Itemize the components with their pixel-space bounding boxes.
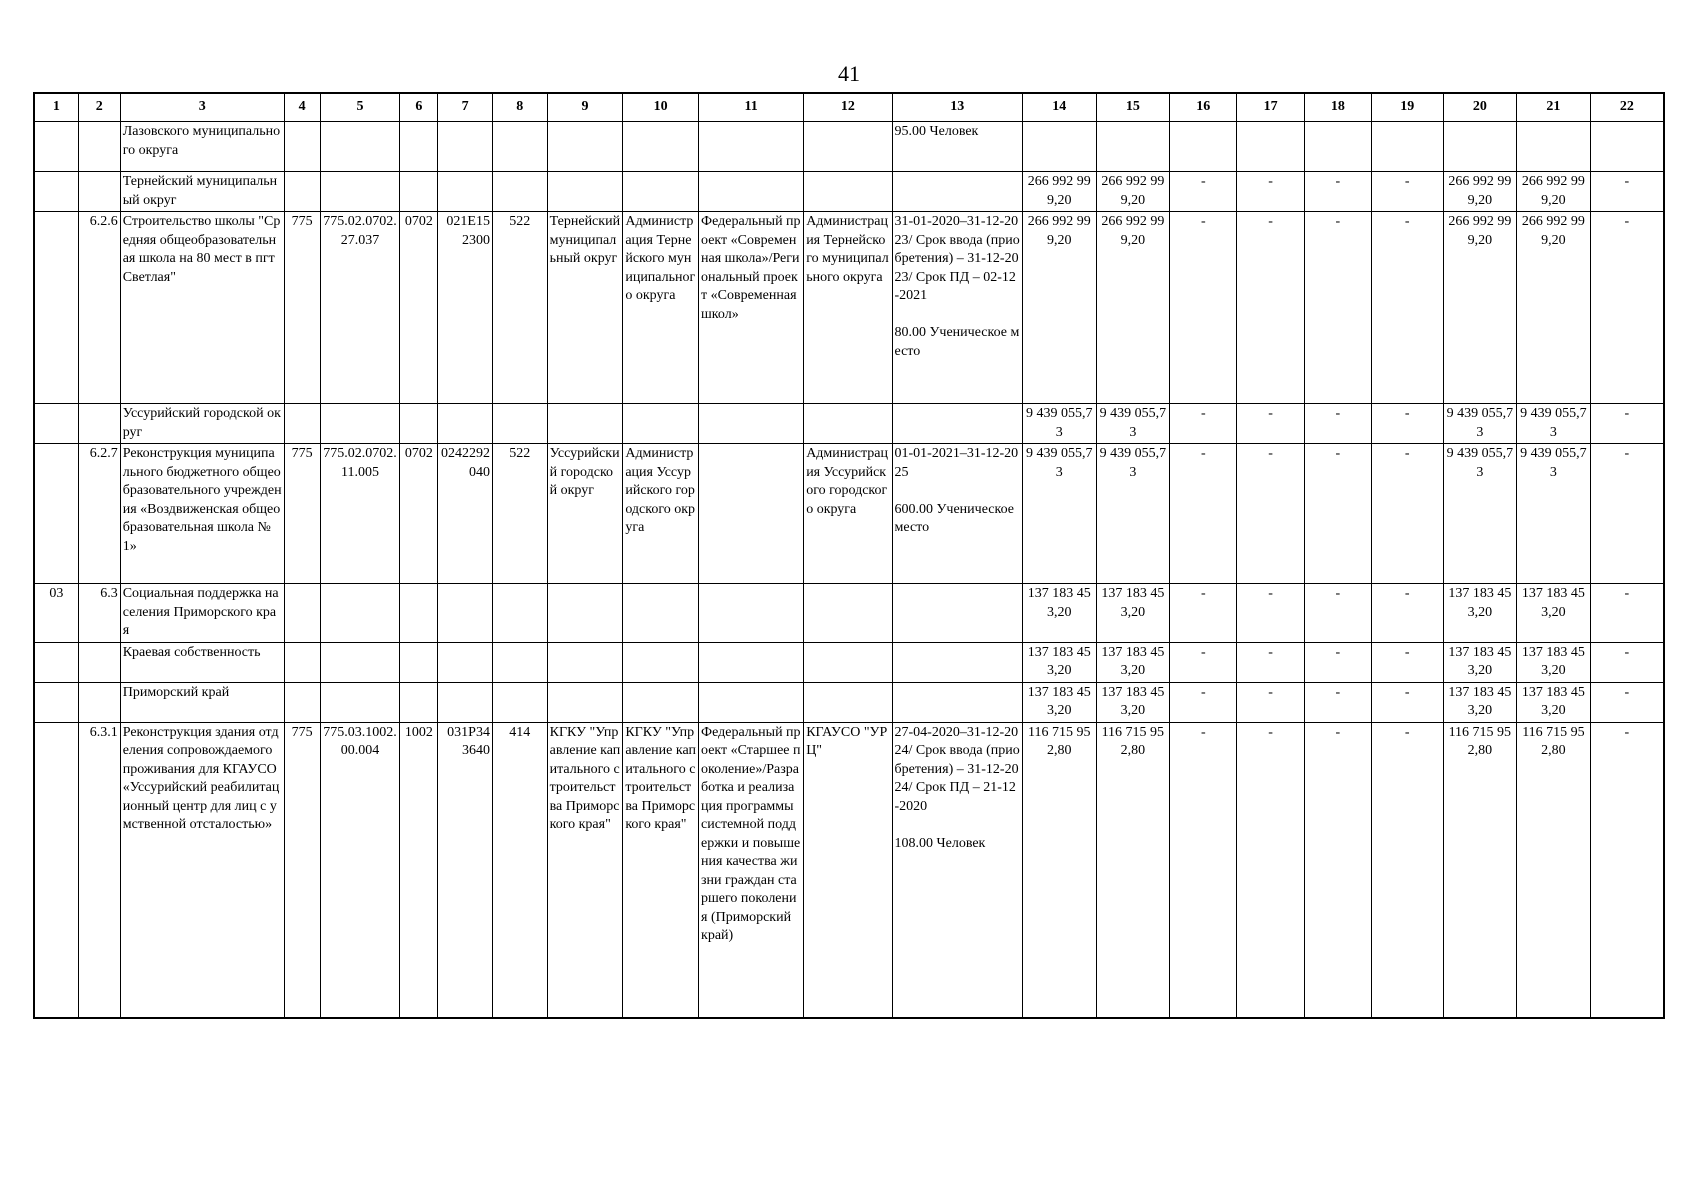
header-cell: 2 (78, 93, 120, 122)
table-cell-col19: - (1372, 584, 1444, 643)
table-cell-col17: - (1237, 172, 1304, 212)
table-cell-col16 (1170, 122, 1237, 172)
table-cell-col17: - (1237, 722, 1304, 1018)
header-cell: 15 (1096, 93, 1170, 122)
table-cell-col15: 137 183 453,20 (1096, 584, 1170, 643)
table-cell-col17: - (1237, 682, 1304, 722)
table-cell-col11 (699, 444, 804, 584)
table-cell-col1 (34, 444, 78, 584)
table-cell-col20 (1443, 122, 1517, 172)
table-cell-col16: - (1170, 722, 1237, 1018)
table-cell-col19: - (1372, 722, 1444, 1018)
table-cell-col2 (78, 642, 120, 682)
table-cell-col11 (699, 172, 804, 212)
table-cell-col7 (438, 642, 493, 682)
table-cell-col9: Уссурийский городской округ (547, 444, 623, 584)
header-cell: 22 (1590, 93, 1664, 122)
table-cell-col15: 9 439 055,73 (1096, 404, 1170, 444)
table-cell-col8 (492, 584, 547, 643)
table-cell-col10 (623, 172, 699, 212)
table-cell-col7 (438, 122, 493, 172)
table-cell-col19: - (1372, 212, 1444, 404)
page-number: 41 (838, 61, 860, 86)
table-cell-col4 (284, 682, 320, 722)
table-cell-col19: - (1372, 404, 1444, 444)
table-cell-col1: 03 (34, 584, 78, 643)
table-cell-col21: 266 992 999,20 (1517, 172, 1591, 212)
table-cell-col14: 9 439 055,73 (1022, 404, 1096, 444)
table-cell-col4 (284, 404, 320, 444)
table-cell-col14: 137 183 453,20 (1022, 682, 1096, 722)
table-cell-col10 (623, 642, 699, 682)
table-cell-col14 (1022, 122, 1096, 172)
table-cell-col8: 522 (492, 212, 547, 404)
header-cell: 9 (547, 93, 623, 122)
table-cell-col13 (892, 642, 1022, 682)
table-cell-col21: 137 183 453,20 (1517, 642, 1591, 682)
table-cell-col10: Администрация Уссурийского городского округа (623, 444, 699, 584)
table-cell-col11: Федеральный проект «Старшее поколение»/Разработка и реализация программы системной поддержки и повышения качества жизни граждан старшего поколения (Приморский край) (699, 722, 804, 1018)
table-cell-col3: Социальная поддержка населения Приморского края (120, 584, 284, 643)
table-cell-col5: 775.02.0702.27.037 (320, 212, 400, 404)
table-cell-col12 (804, 584, 892, 643)
header-cell: 13 (892, 93, 1022, 122)
table-cell-col18: - (1304, 722, 1371, 1018)
table-cell-col18: - (1304, 584, 1371, 643)
table-cell-col11 (699, 642, 804, 682)
table-row (34, 722, 1664, 1018)
table-cell-col8: 522 (492, 444, 547, 584)
table-cell-col22: - (1590, 444, 1664, 584)
table-cell-col1 (34, 682, 78, 722)
table-cell-col7: 021E152300 (438, 212, 493, 404)
table-cell-col15 (1096, 122, 1170, 172)
table-cell-col12 (804, 122, 892, 172)
table-cell-col14: 137 183 453,20 (1022, 584, 1096, 643)
table-cell-col4: 775 (284, 212, 320, 404)
table-cell-col11 (699, 122, 804, 172)
table-cell-col22: - (1590, 212, 1664, 404)
table-row (34, 122, 1664, 172)
table-cell-col7 (438, 584, 493, 643)
header-row (34, 93, 1664, 122)
table-cell-col9: КГКУ "Управление капитального строительства Приморского края" (547, 722, 623, 1018)
header-cell: 19 (1372, 93, 1444, 122)
table-cell-col9: Тернейский муниципальный округ (547, 212, 623, 404)
table-cell-col20: 137 183 453,20 (1443, 642, 1517, 682)
table-cell-col6 (400, 404, 438, 444)
table-cell-col6 (400, 122, 438, 172)
table-cell-col5: 775.03.1002.00.004 (320, 722, 400, 1018)
header-cell: 12 (804, 93, 892, 122)
table-cell-col18: - (1304, 444, 1371, 584)
table-cell-col13 (892, 172, 1022, 212)
table-cell-col16: - (1170, 642, 1237, 682)
table-cell-col13: 01-01-2021–31-12-2025 600.00 Ученическое место (892, 444, 1022, 584)
table-cell-col6 (400, 642, 438, 682)
table-cell-col21: 137 183 453,20 (1517, 584, 1591, 643)
table-cell-col1 (34, 642, 78, 682)
table-cell-col7 (438, 682, 493, 722)
table-cell-col13 (892, 404, 1022, 444)
table-cell-col13 (892, 682, 1022, 722)
table-cell-col10 (623, 682, 699, 722)
table-cell-col4: 775 (284, 722, 320, 1018)
table-cell-col18: - (1304, 172, 1371, 212)
table-cell-col1 (34, 212, 78, 404)
table-cell-col13: 31-01-2020–31-12-2023/ Срок ввода (приобретения) – 31-12-2023/ Срок ПД – 02-12-2021 80.00 Ученическое место (892, 212, 1022, 404)
table-cell-col6: 1002 (400, 722, 438, 1018)
table-cell-col12 (804, 642, 892, 682)
table-cell-col16: - (1170, 212, 1237, 404)
table-cell-col2: 6.2.6 (78, 212, 120, 404)
table-cell-col1 (34, 172, 78, 212)
table-cell-col8 (492, 642, 547, 682)
table-cell-col1 (34, 722, 78, 1018)
table-cell-col17: - (1237, 642, 1304, 682)
table-cell-col4 (284, 584, 320, 643)
table-cell-col16: - (1170, 172, 1237, 212)
table-cell-col8: 414 (492, 722, 547, 1018)
table-cell-col20: 9 439 055,73 (1443, 444, 1517, 584)
table-cell-col5 (320, 682, 400, 722)
table-cell-col2: 6.2.7 (78, 444, 120, 584)
table-cell-col17: - (1237, 404, 1304, 444)
header-cell: 21 (1517, 93, 1591, 122)
table-cell-col21: 9 439 055,73 (1517, 404, 1591, 444)
table-cell-col8 (492, 172, 547, 212)
table-cell-col17: - (1237, 444, 1304, 584)
table-cell-col2 (78, 172, 120, 212)
table-cell-col19 (1372, 122, 1444, 172)
table-cell-col6 (400, 172, 438, 212)
table-cell-col11 (699, 682, 804, 722)
header-cell: 20 (1443, 93, 1517, 122)
table-cell-col8 (492, 404, 547, 444)
table-cell-col17: - (1237, 584, 1304, 643)
table-cell-col22: - (1590, 682, 1664, 722)
header-cell: 5 (320, 93, 400, 122)
header-cell: 11 (699, 93, 804, 122)
table-cell-col20: 266 992 999,20 (1443, 172, 1517, 212)
table-cell-col9 (547, 642, 623, 682)
table-cell-col16: - (1170, 682, 1237, 722)
table-cell-col12 (804, 172, 892, 212)
table-cell-col19: - (1372, 642, 1444, 682)
table-row (34, 682, 1664, 722)
table-row (34, 172, 1664, 212)
table-cell-col9 (547, 682, 623, 722)
table-cell-col15: 266 992 999,20 (1096, 172, 1170, 212)
table-cell-col3: Уссурийский городской округ (120, 404, 284, 444)
table-cell-col1 (34, 122, 78, 172)
table-cell-col20: 137 183 453,20 (1443, 584, 1517, 643)
table-row (34, 212, 1664, 404)
header-cell: 10 (623, 93, 699, 122)
table-cell-col10 (623, 584, 699, 643)
table-cell-col21: 266 992 999,20 (1517, 212, 1591, 404)
table-cell-col15: 9 439 055,73 (1096, 444, 1170, 584)
table-cell-col14: 266 992 999,20 (1022, 212, 1096, 404)
table-cell-col12: Администрация Уссурийского городского округа (804, 444, 892, 584)
table-cell-col4 (284, 642, 320, 682)
header-cell: 3 (120, 93, 284, 122)
table-cell-col10: КГКУ "Управление капитального строительства Приморского края" (623, 722, 699, 1018)
table-cell-col6: 0702 (400, 212, 438, 404)
table-cell-col7: 031P343640 (438, 722, 493, 1018)
table-cell-col8 (492, 122, 547, 172)
table-cell-col7 (438, 404, 493, 444)
table-cell-col5 (320, 642, 400, 682)
header-cell: 1 (34, 93, 78, 122)
table-cell-col2 (78, 682, 120, 722)
table-cell-col5 (320, 404, 400, 444)
header-cell: 7 (438, 93, 493, 122)
table-cell-col16: - (1170, 584, 1237, 643)
table-cell-col2 (78, 122, 120, 172)
table-cell-col1 (34, 404, 78, 444)
table-row (34, 642, 1664, 682)
table-cell-col8 (492, 682, 547, 722)
table-cell-col13 (892, 584, 1022, 643)
table-cell-col2: 6.3 (78, 584, 120, 643)
program-table (33, 92, 1665, 1019)
table-cell-col5 (320, 172, 400, 212)
table-cell-col18: - (1304, 682, 1371, 722)
table-cell-col2: 6.3.1 (78, 722, 120, 1018)
table-cell-col11 (699, 404, 804, 444)
header-cell: 6 (400, 93, 438, 122)
table-cell-col6 (400, 682, 438, 722)
table-cell-col14: 137 183 453,20 (1022, 642, 1096, 682)
table-cell-col21 (1517, 122, 1591, 172)
header-cell: 8 (492, 93, 547, 122)
table-cell-col20: 137 183 453,20 (1443, 682, 1517, 722)
table-cell-col13: 95.00 Человек (892, 122, 1022, 172)
table-cell-col18 (1304, 122, 1371, 172)
table-cell-col14: 116 715 952,80 (1022, 722, 1096, 1018)
header-cell: 16 (1170, 93, 1237, 122)
table-cell-col9 (547, 404, 623, 444)
table-cell-col14: 9 439 055,73 (1022, 444, 1096, 584)
table-cell-col2 (78, 404, 120, 444)
table-cell-col20: 9 439 055,73 (1443, 404, 1517, 444)
table-cell-col4 (284, 122, 320, 172)
table-cell-col5 (320, 122, 400, 172)
table-cell-col4 (284, 172, 320, 212)
table-cell-col5 (320, 584, 400, 643)
table-cell-col21: 137 183 453,20 (1517, 682, 1591, 722)
table-cell-col15: 137 183 453,20 (1096, 642, 1170, 682)
table-cell-col3: Реконструкция муниципального бюджетного общеобразовательного учреждения «Воздвиженская общеобразовательная школа № 1» (120, 444, 284, 584)
table-cell-col15: 266 992 999,20 (1096, 212, 1170, 404)
table-cell-col20: 266 992 999,20 (1443, 212, 1517, 404)
table-cell-col21: 9 439 055,73 (1517, 444, 1591, 584)
table-cell-col17: - (1237, 212, 1304, 404)
table-cell-col19: - (1372, 682, 1444, 722)
table-cell-col18: - (1304, 212, 1371, 404)
table-cell-col19: - (1372, 172, 1444, 212)
table-cell-col22: - (1590, 642, 1664, 682)
table-cell-col15: 116 715 952,80 (1096, 722, 1170, 1018)
table-cell-col22: - (1590, 404, 1664, 444)
header-cell: 4 (284, 93, 320, 122)
table-cell-col18: - (1304, 642, 1371, 682)
table-cell-col12 (804, 682, 892, 722)
table-cell-col22: - (1590, 722, 1664, 1018)
table-cell-col19: - (1372, 444, 1444, 584)
table-cell-col14: 266 992 999,20 (1022, 172, 1096, 212)
table-cell-col7: 0242292040 (438, 444, 493, 584)
table-cell-col9 (547, 172, 623, 212)
table-cell-col22: - (1590, 584, 1664, 643)
header-cell: 14 (1022, 93, 1096, 122)
table-cell-col5: 775.02.0702.11.005 (320, 444, 400, 584)
table-cell-col6 (400, 584, 438, 643)
table-cell-col21: 116 715 952,80 (1517, 722, 1591, 1018)
table-row (34, 444, 1664, 584)
table-cell-col3: Тернейский муниципальный округ (120, 172, 284, 212)
table-cell-col11 (699, 584, 804, 643)
table-cell-col12 (804, 404, 892, 444)
table-cell-col10 (623, 404, 699, 444)
table-cell-col3: Лазовского муниципального округа (120, 122, 284, 172)
table-cell-col20: 116 715 952,80 (1443, 722, 1517, 1018)
table-cell-col10: Администрация Тернейского муниципального округа (623, 212, 699, 404)
table-cell-col11: Федеральный проект «Современная школа»/Региональный проект «Современная школ» (699, 212, 804, 404)
table-cell-col22 (1590, 122, 1664, 172)
table-cell-col3: Краевая собственность (120, 642, 284, 682)
table-cell-col18: - (1304, 404, 1371, 444)
table-row (34, 584, 1664, 643)
table-cell-col17 (1237, 122, 1304, 172)
table-row (34, 404, 1664, 444)
header-cell: 18 (1304, 93, 1371, 122)
table-cell-col22: - (1590, 172, 1664, 212)
table-cell-col3: Реконструкция здания отделения сопровождаемого проживания для КГАУСО «Уссурийский реабилитационный центр для лиц с умственной отсталостью» (120, 722, 284, 1018)
table-cell-col9 (547, 584, 623, 643)
table-cell-col3: Строительство школы "Средняя общеобразовательная школа на 80 мест в пгт Светлая" (120, 212, 284, 404)
table-cell-col7 (438, 172, 493, 212)
table-cell-col16: - (1170, 404, 1237, 444)
table-cell-col12: КГАУСО "УРЦ" (804, 722, 892, 1018)
table-cell-col6: 0702 (400, 444, 438, 584)
table-cell-col10 (623, 122, 699, 172)
table-cell-col12: Администрация Тернейского муниципального округа (804, 212, 892, 404)
table-cell-col9 (547, 122, 623, 172)
table-cell-col15: 137 183 453,20 (1096, 682, 1170, 722)
table-cell-col13: 27-04-2020–31-12-2024/ Срок ввода (приобретения) – 31-12-2024/ Срок ПД – 21-12-2020 108.00 Человек (892, 722, 1022, 1018)
table-cell-col4: 775 (284, 444, 320, 584)
table-cell-col3: Приморский край (120, 682, 284, 722)
header-cell: 17 (1237, 93, 1304, 122)
table-cell-col16: - (1170, 444, 1237, 584)
